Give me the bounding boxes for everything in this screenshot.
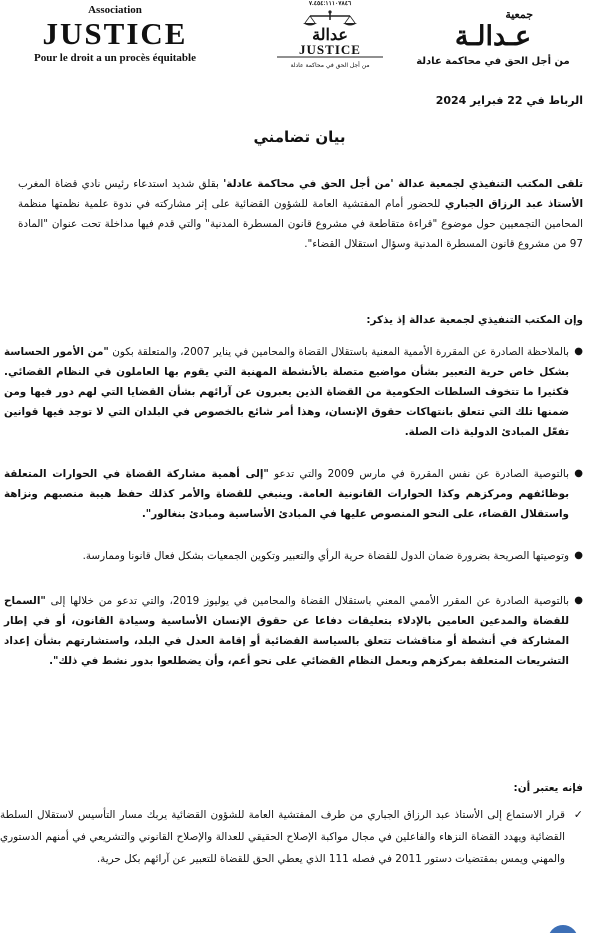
recall-heading: وإن المكتب التنفيذي لجمعية عدالة إذ يذكر: [366, 314, 583, 326]
bullet-lead: بالتوصية الصادرة عن المقرر الأممي المعني باستقلال القضاة والمحامين في يوليوز 2019، والتي تدعو من خلالها إلى [45, 595, 570, 607]
recall-list [4, 342, 583, 733]
list-item [4, 546, 583, 589]
logo-arabic-word: عدالة [312, 25, 348, 44]
list-item [4, 591, 583, 731]
considers-text: قرار الاستماع إلى الأستاذ عبد الرزاق الجباري من طرف المفتشية العامة للشؤون القضائية يربك مسار التأسيس لاستقلال السلطة القضائية ويهدد القضاة النزهاء والفاعلين في مجال مواكبة الإصلاح الحقيقي للعدالة والإصلاح القانوني والتشريعي في أمنهم الدستوري والمهني ويمس بمقتضيات دستور 2011 في فصله 111 الذي يعطي الحق للقضاة للتعبير عن آرائهم بكل حرية. [0, 809, 565, 865]
letterhead-right [393, 8, 593, 68]
bullet-quote: "من الأمور الحساسة بشكل خاص حرية التعبير بشأن مواضيع متصلة بالأنشطة المهنية التي يقوم بها العاملون في النظام القضائي. فكثيرا ما تتخوف السلطات الحكومية من القضاة الذين يعبرون عن آرائهم بشأن القضايا التي لهم دور فيها ومن ضمنها تلك التي تتعلق بانتهاكات حقوق الإنسان، وهذا أمر شائع بالخصوص في البلدان التي لا توجد فيها قوانين تفعّل المبادئ الدولية ذات الصلة. [4, 346, 569, 438]
letterhead-association-label: Association [88, 4, 142, 16]
checkmark-icon: ✓ [573, 808, 583, 821]
scales-of-justice-logo-icon [255, 8, 405, 62]
intro-text-1: بقلق شديد استدعاء رئيس نادي قضاة المغرب [18, 178, 224, 190]
bullet-icon: ● [574, 550, 583, 561]
intro-org-name: تلقى المكتب التنفيذي لجمعية عدالة 'من أجل الحق في محاكمة عادلة' [223, 178, 583, 190]
document-date: الرباط في 22 فبراير 2024 [435, 94, 583, 107]
letterhead-arabic-motto: من أجل الحق في محاكمة عادلة [416, 56, 570, 67]
letterhead-french-motto: Pour le droit a un procès équitable [34, 52, 196, 64]
bullet-lead: بالتوصية الصادرة عن نفس المقررة في مارس 2009 والتي تدعو [268, 468, 569, 480]
bullet-lead: بالملاحظة الصادرة عن المقررة الأممية المعنية باستقلال القضاة والمحامين في يناير 2007، والمتعلقة بكون [108, 346, 569, 358]
letterhead-justice-name: JUSTICE [42, 16, 188, 51]
document-title: بيان تضامني [253, 128, 346, 146]
letterhead-jamia-label: جمعية [505, 8, 533, 21]
letterhead-logo [250, 0, 410, 70]
list-item [4, 464, 583, 544]
corner-badge-icon [548, 925, 578, 933]
bullet-icon: ● [574, 468, 583, 479]
bullet-quote: "السماح للقضاة والمدعين العامين بالإدلاء بتعليقات دفاعا عن حقوق الإنسان الأساسية وسيادة القانون، أو في إطار المشاركة في أنشطة أو مناقشات تتعلق بالسياسة القضائية أو إقامة العدل في البلد، واستشارتهم بشأن إعداد التشريعات المتعلقة بمركزهم وبعمل النظام القضائي على نحو أعم، وأن يضطلعوا بدور نشط في ذلك". [4, 595, 569, 667]
letterhead-adala-name: عـدالـة [454, 21, 532, 52]
considers-heading: فإنه يعتبر أن: [513, 782, 583, 794]
bullet-lead: وتوصيتها الصريحة بضرورة ضمان الدول للقضاة حرية الرأي والتعبير وتكوين الجمعيات بشكل فعال قانونا وممارسة. [82, 550, 569, 562]
bullet-icon: ● [574, 595, 583, 606]
logo-justice-word: JUSTICE [299, 42, 361, 57]
list-item [0, 804, 583, 870]
letterhead-phone: ۷.٤٥٤:١١١٠٧٨٤٦ [308, 1, 352, 7]
intro-text-2: للحضور أمام المفتشية العامة للشؤون القضائية على إثر مشاركته في ندوة علمية نظمتها منظمة المحامين التجمعيين حول موضوع "قراءة متقاطعة في مشروع قانون المسطرة المدنية" والتي قدم فيها مداخلة تحت عنوان "المادة 97 من مشروع قانون المسطرة المدنية وسؤال استقلال القضاء". [18, 198, 583, 250]
bullet-icon: ● [574, 346, 583, 357]
letterhead-left [4, 4, 226, 65]
logo-arabic-motto: من أجل الحق في محاكمة عادلة [290, 62, 370, 69]
intro-judge-name: الأستاذ عبد الرزاق الجباري [444, 198, 584, 210]
considers-list [0, 804, 583, 870]
bullet-quote: "إلى أهمية مشاركة القضاة في الحوارات المتعلقة بوظائفهم ومركزهم وكذا الحوارات القانونية العامة. وينبغي للقضاة والأمر كذلك حفظ هيبة منصبهم ونزاهة واستقلال القضاء، على النحو المنصوص عليها في المبادئ الأساسية ومبادئ بنغالور". [4, 468, 569, 520]
list-item [4, 342, 583, 462]
intro-paragraph [18, 174, 583, 254]
